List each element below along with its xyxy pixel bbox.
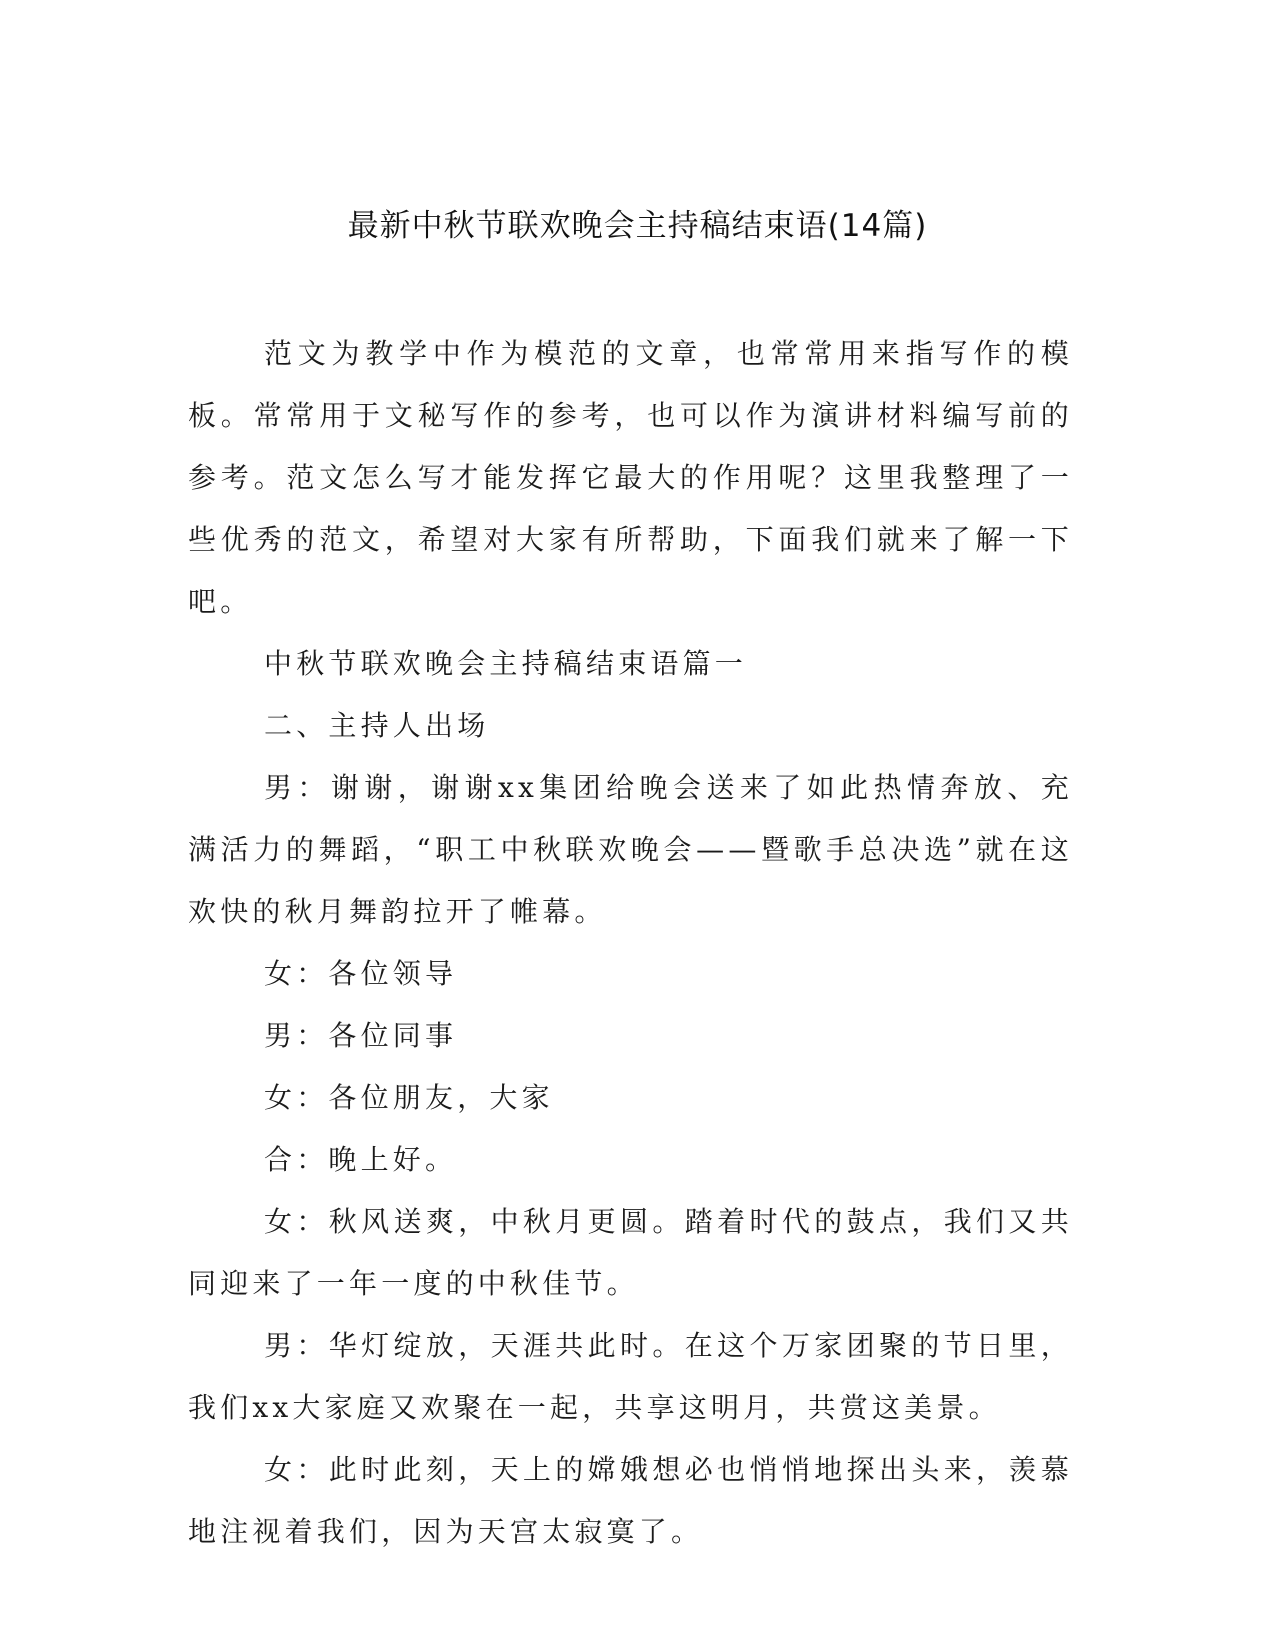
document-title: 最新中秋节联欢晚会主持稿结束语(14篇): [347, 208, 928, 244]
paragraph-dialogue: 女：各位朋友，大家: [264, 1081, 554, 1114]
document-body: [188, 323, 1073, 1563]
paragraph-dialogue: 男：谢谢，谢谢xx集团给晚会送来了如此热情奔放、充满活力的舞蹈，“职工中秋联欢晚会——暨歌手总决选”就在这欢快的秋月舞韵拉开了帷幕。: [188, 771, 1073, 928]
paragraph-dialogue: 女：此时此刻，天上的嫦娥想必也悄悄地探出头来，羡慕地注视着我们，因为天宫太寂寞了。: [188, 1453, 1073, 1548]
paragraph-intro: 范文为教学中作为模范的文章，也常常用来指写作的模板。常常用于文秘写作的参考，也可以作为演讲材料编写前的参考。范文怎么写才能发挥它最大的作用呢？这里我整理了一些优秀的范文，希望对大家有所帮助，下面我们就来了解一下吧。: [188, 337, 1073, 618]
section-heading: 中秋节联欢晚会主持稿结束语篇一: [264, 647, 748, 680]
paragraph-dialogue: 女：各位领导: [264, 957, 458, 990]
paragraph-dialogue: 男：华灯绽放，天涯共此时。在这个万家团聚的节日里，我们xx大家庭又欢聚在一起，共享这明月，共赏这美景。: [188, 1329, 1073, 1424]
paragraph-dialogue: 女：秋风送爽，中秋月更圆。踏着时代的鼓点，我们又共同迎来了一年一度的中秋佳节。: [188, 1205, 1073, 1300]
paragraph-dialogue: 男：各位同事: [264, 1019, 458, 1052]
subsection-heading: 二、主持人出场: [264, 709, 490, 742]
paragraph-dialogue: 合：晚上好。: [264, 1143, 458, 1176]
